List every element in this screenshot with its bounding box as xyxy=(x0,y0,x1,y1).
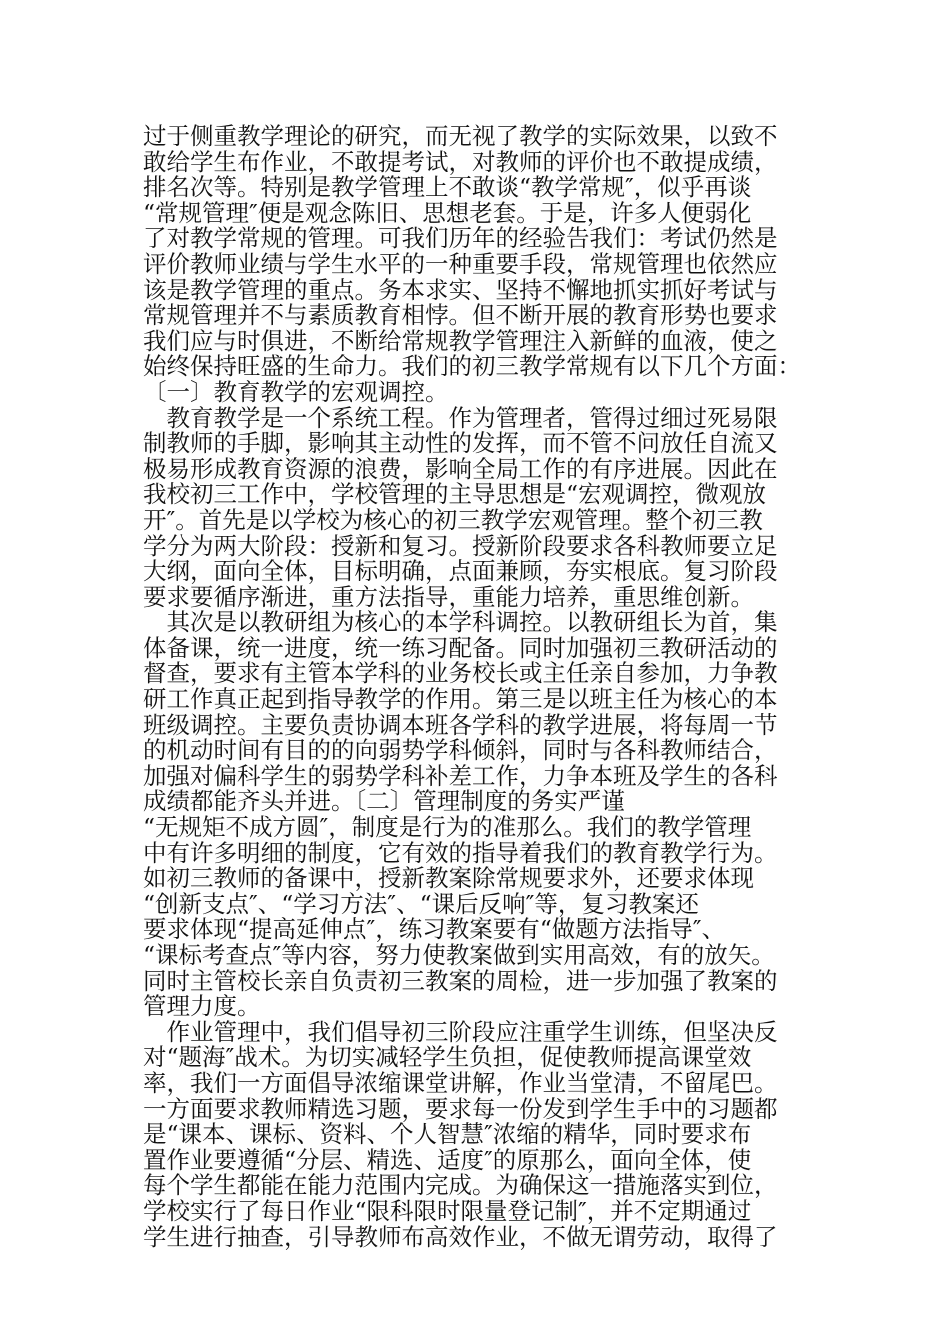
text-line: “创新支点″、“学习方法″、“课后反响″等，复习教案还 xyxy=(143,891,699,918)
text-line: 过于侧重教学理论的研究，而无视了教学的实际效果，以致不 xyxy=(143,124,778,150)
text-line: 其次是以教研组为核心的本学科调控。以教研组长为首，集 xyxy=(143,610,778,636)
text-line: 要求要循序渐进，重方法指导，重能力培养，重思维创新。 xyxy=(143,584,754,611)
text-line: 同时主管校长亲自负责初三教案的周检，进一步加强了教案的 xyxy=(143,968,778,995)
text-line: 是“课本、课标、资料、个人智慧″浓缩的精华，同时要求布 xyxy=(143,1122,752,1148)
text-line: 大纲，面向全体，目标明确，点面兼顾，夯实根底。复习阶段 xyxy=(143,559,778,585)
text-line: 成绩都能齐头并进。〔二〕管理制度的务实严谨 xyxy=(143,789,625,816)
text-line: 如初三教师的备课中，授新教案除常规要求外，还要求体现 xyxy=(143,866,754,892)
text-line: “无规矩不成方圆″，制度是行为的准那么。我们的教学管理 xyxy=(143,815,752,841)
text-line: 学分为两大阶段：授新和复习。授新阶段要求各科教师要立足 xyxy=(143,533,778,560)
text-line: 制教师的手脚，影响其主动性的发挥，而不管不问放任自流又 xyxy=(143,431,778,457)
text-line: 加强对偏科学生的弱势学科补差工作，力争本班及学生的各科 xyxy=(143,763,778,790)
text-line: 置作业要遵循“分层、精选、适度″的原那么，面向全体，使 xyxy=(143,1147,752,1174)
text-line: 教育教学是一个系统工程。作为管理者，管得过细过死易限 xyxy=(143,405,778,432)
text-line: 作业管理中，我们倡导初三阶段应注重学生训练，但坚决反 xyxy=(143,1019,778,1046)
text-line: 开″。首先是以学校为核心的初三教学宏观管理。整个初三教 xyxy=(143,507,763,534)
text-line: 常规管理并不与素质教育相悖。但不断开展的教育形势也要求 xyxy=(143,303,778,329)
text-line: 每个学生都能在能力范围内完成。为确保这一措施落实到位， xyxy=(143,1173,778,1199)
text-line: 敢给学生布作业，不敢提考试，对教师的评价也不敢提成绩， xyxy=(143,149,778,176)
text-line: 研工作真正起到指导教学的作用。第三是以班主任为核心的本 xyxy=(143,687,778,713)
text-line: 班级调控。主要负责协调本班各学科的教学进展，将每周一节 xyxy=(143,712,778,739)
text-line: 评价教师业绩与学生水平的一种重要手段，常规管理也依然应 xyxy=(143,251,778,278)
text-line: 极易形成教育资源的浪费，影响全局工作的有序进展。因此在 xyxy=(143,456,778,483)
text-line: “课标考查点″等内容，努力使教案做到实用高效，有的放矢。 xyxy=(143,943,775,969)
text-line: 督查，要求有主管本学科的业务校长或主任亲自参加，力争教 xyxy=(143,661,778,688)
text-line: 我们应与时俱进，不断给常规教学管理注入新鲜的血液，使之 xyxy=(143,328,778,355)
text-line: 管理力度。 xyxy=(143,994,261,1020)
text-line: 学生进行抽查，引导教师布高效作业，不做无谓劳动，取得了 xyxy=(143,1224,778,1251)
text-line: 的机动时间有目的的向弱势学科倾斜，同时与各科教师结合， xyxy=(143,738,778,764)
text-line: 我校初三工作中，学校管理的主导思想是“宏观调控，微观放 xyxy=(143,482,767,508)
text-line: 了对教学常规的管理。可我们历年的经验告我们：考试仍然是 xyxy=(143,226,778,252)
text-line: 该是教学管理的重点。务本求实、坚持不懈地抓实抓好考试与 xyxy=(143,277,778,304)
text-line: 体备课，统一进度，统一练习配备。同时加强初三教研活动的 xyxy=(143,635,778,662)
text-line: 要求体现“提高延伸点″，练习教案要有“做题方法指导″、 xyxy=(143,917,726,943)
text-line: 始终保持旺盛的生命力。我们的初三教学常规有以下几个方面： xyxy=(143,354,801,380)
text-line: 中有许多明细的制度，它有效的指导着我们的教育教学行为。 xyxy=(143,840,778,867)
section-heading: 〔一〕教育教学的宏观调控。 xyxy=(143,379,449,406)
text-line: 对“题海″战术。为切实减轻学生负担，促使教师提高课堂效 xyxy=(143,1045,752,1071)
document-body xyxy=(143,124,833,1250)
text-line: 排名次等。特别是教学管理上不敢谈“教学常规″，似乎再谈 xyxy=(143,175,752,201)
text-line: 一方面要求教师精选习题，要求每一份发到学生手中的习题都 xyxy=(143,1096,778,1123)
text-line: “常规管理″便是观念陈旧、思想老套。于是，许多人便弱化 xyxy=(143,200,752,227)
text-line: 学校实行了每日作业“限科限时限量登记制″，并不定期通过 xyxy=(143,1198,752,1225)
text-line: 率，我们一方面倡导浓缩课堂讲解，作业当堂清，不留尾巴。 xyxy=(143,1070,778,1097)
